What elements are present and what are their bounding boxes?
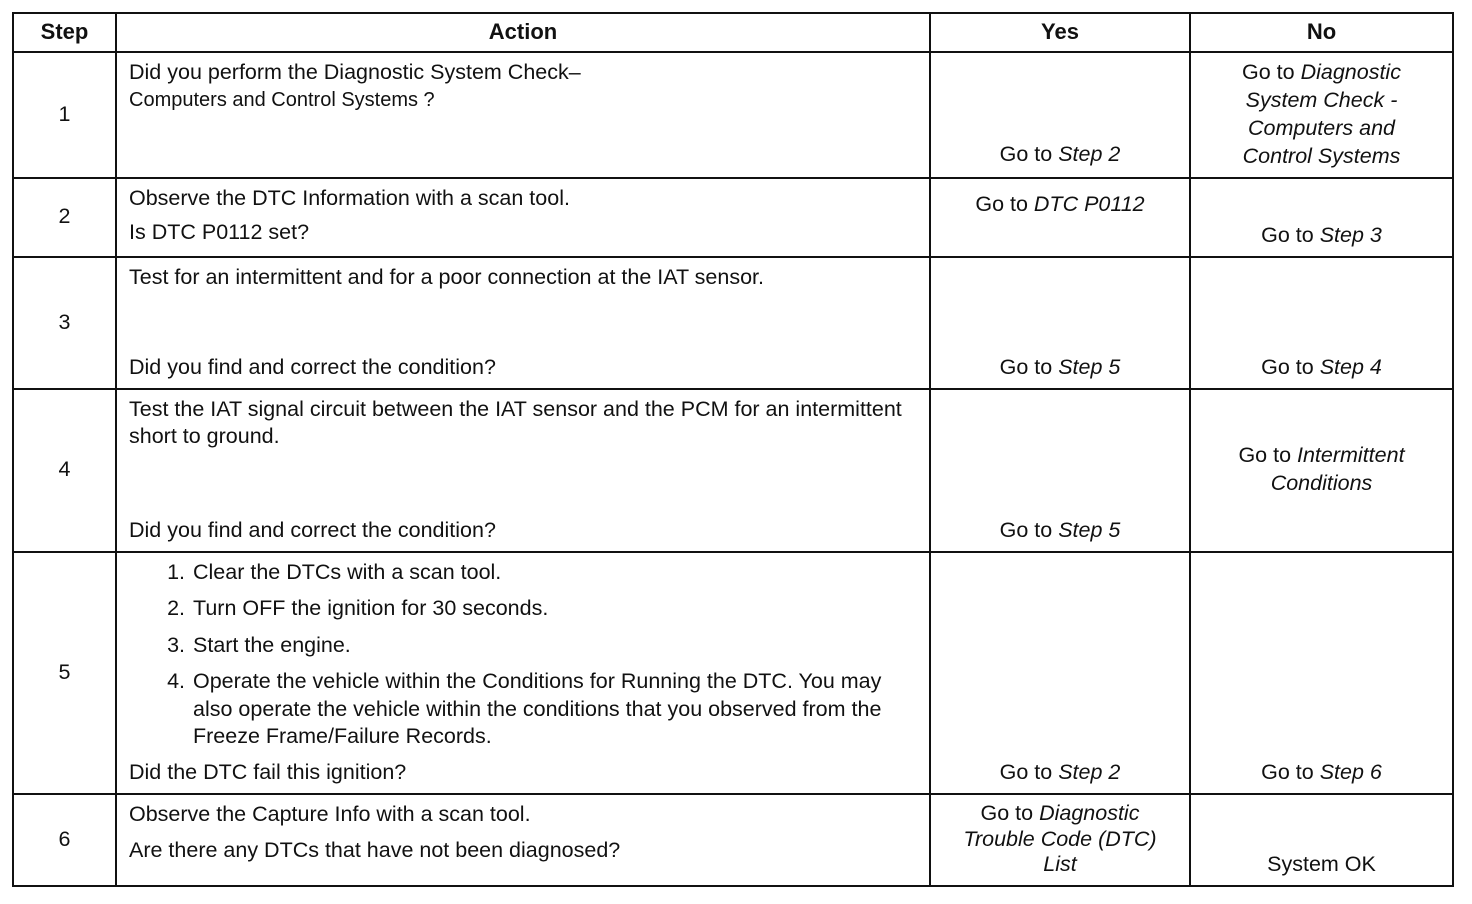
action-question: Are there any DTCs that have not been diagnosed? bbox=[129, 837, 621, 862]
no-prefix: Go to bbox=[1261, 759, 1320, 784]
header-step: Step bbox=[13, 13, 116, 52]
step-number: 6 bbox=[13, 794, 116, 886]
no-link[interactable]: Intermittent Conditions bbox=[1270, 443, 1405, 496]
action-text: Observe the Capture Info with a scan tool. bbox=[129, 801, 531, 826]
action-question: Did you find and correct the condition? bbox=[129, 354, 496, 379]
list-item bbox=[129, 668, 917, 751]
no-cell bbox=[1190, 389, 1453, 552]
action-question: Did you find and correct the condition? bbox=[129, 517, 496, 542]
action-cell bbox=[116, 257, 930, 389]
action-cell bbox=[116, 389, 930, 552]
no-cell bbox=[1190, 257, 1453, 389]
list-item bbox=[129, 632, 917, 660]
no-link[interactable]: Step 3 bbox=[1319, 222, 1382, 247]
substep-number: 2. bbox=[167, 596, 185, 621]
list-item bbox=[129, 595, 917, 623]
yes-prefix: Go to bbox=[999, 759, 1059, 784]
substep-text: Start the engine. bbox=[193, 632, 351, 657]
no-cell bbox=[1190, 794, 1453, 886]
action-cell bbox=[116, 552, 930, 794]
yes-prefix: Go to bbox=[980, 800, 1040, 825]
no-link[interactable]: Step 4 bbox=[1319, 354, 1382, 379]
yes-link[interactable]: Step 5 bbox=[1058, 354, 1121, 379]
action-question: Did the DTC fail this ignition? bbox=[129, 759, 407, 784]
table-row bbox=[13, 52, 1453, 178]
substep-text: Operate the vehicle within the Conditions for Running the DTC. You may also operate the vehicle within the conditions that you observed from the Freeze Frame/Failure Records. bbox=[193, 669, 882, 749]
no-link[interactable]: Diagnostic System Check - Computers and Control Systems bbox=[1242, 60, 1401, 168]
header-action: Action bbox=[116, 13, 930, 52]
yes-cell bbox=[930, 552, 1190, 794]
action-text: Is DTC P0112 set? bbox=[129, 219, 310, 244]
step-number: 5 bbox=[13, 552, 116, 794]
diagnostic-table bbox=[12, 12, 1454, 887]
action-text: Did you perform the Diagnostic System Check– bbox=[129, 60, 581, 84]
list-item bbox=[129, 559, 917, 587]
step-number: 4 bbox=[13, 389, 116, 552]
header-yes: Yes bbox=[930, 13, 1190, 52]
substep-number: 1. bbox=[167, 559, 185, 584]
yes-link[interactable]: Diagnostic Trouble Code (DTC) List bbox=[963, 800, 1157, 877]
no-link[interactable]: Step 6 bbox=[1319, 759, 1382, 784]
no-cell bbox=[1190, 178, 1453, 257]
yes-cell bbox=[930, 178, 1190, 257]
no-prefix: Go to bbox=[1238, 443, 1297, 468]
substep-text: Clear the DTCs with a scan tool. bbox=[193, 559, 502, 584]
header-row bbox=[13, 13, 1453, 52]
yes-prefix: Go to bbox=[999, 141, 1059, 166]
action-text: Computers and Control Systems ? bbox=[129, 88, 435, 111]
action-text: Test the IAT signal circuit between the IAT sensor and the PCM for an intermittent short to ground. bbox=[129, 396, 902, 448]
no-prefix: Go to bbox=[1242, 60, 1301, 84]
table-row bbox=[13, 389, 1453, 552]
action-text: Observe the DTC Information with a scan tool. bbox=[129, 185, 570, 210]
yes-cell bbox=[930, 389, 1190, 552]
yes-cell bbox=[930, 794, 1190, 886]
action-cell bbox=[116, 178, 930, 257]
yes-prefix: Go to bbox=[999, 354, 1059, 379]
yes-link[interactable]: Step 5 bbox=[1058, 517, 1121, 542]
yes-prefix: Go to bbox=[975, 191, 1034, 216]
yes-link[interactable]: DTC P0112 bbox=[1033, 191, 1145, 216]
substep-text: Turn OFF the ignition for 30 seconds. bbox=[193, 596, 549, 621]
table-row bbox=[13, 552, 1453, 794]
yes-link[interactable]: Step 2 bbox=[1058, 759, 1121, 784]
no-result-text: System OK bbox=[1267, 851, 1376, 876]
substep-number: 4. bbox=[167, 669, 185, 694]
yes-prefix: Go to bbox=[999, 517, 1059, 542]
action-cell bbox=[116, 52, 930, 178]
substep-list bbox=[129, 559, 917, 751]
yes-link[interactable]: Step 2 bbox=[1058, 141, 1121, 166]
yes-cell bbox=[930, 257, 1190, 389]
action-cell bbox=[116, 794, 930, 886]
table-row bbox=[13, 257, 1453, 389]
step-number: 1 bbox=[13, 52, 116, 178]
table-row bbox=[13, 794, 1453, 886]
no-cell bbox=[1190, 552, 1453, 794]
no-cell bbox=[1190, 52, 1453, 178]
substep-number: 3. bbox=[167, 632, 185, 657]
no-prefix: Go to bbox=[1261, 222, 1320, 247]
yes-cell bbox=[930, 52, 1190, 178]
step-number: 3 bbox=[13, 257, 116, 389]
step-number: 2 bbox=[13, 178, 116, 257]
action-text: Test for an intermittent and for a poor connection at the IAT sensor. bbox=[129, 264, 765, 289]
no-prefix: Go to bbox=[1261, 354, 1320, 379]
table-row bbox=[13, 178, 1453, 257]
header-no: No bbox=[1190, 13, 1453, 52]
